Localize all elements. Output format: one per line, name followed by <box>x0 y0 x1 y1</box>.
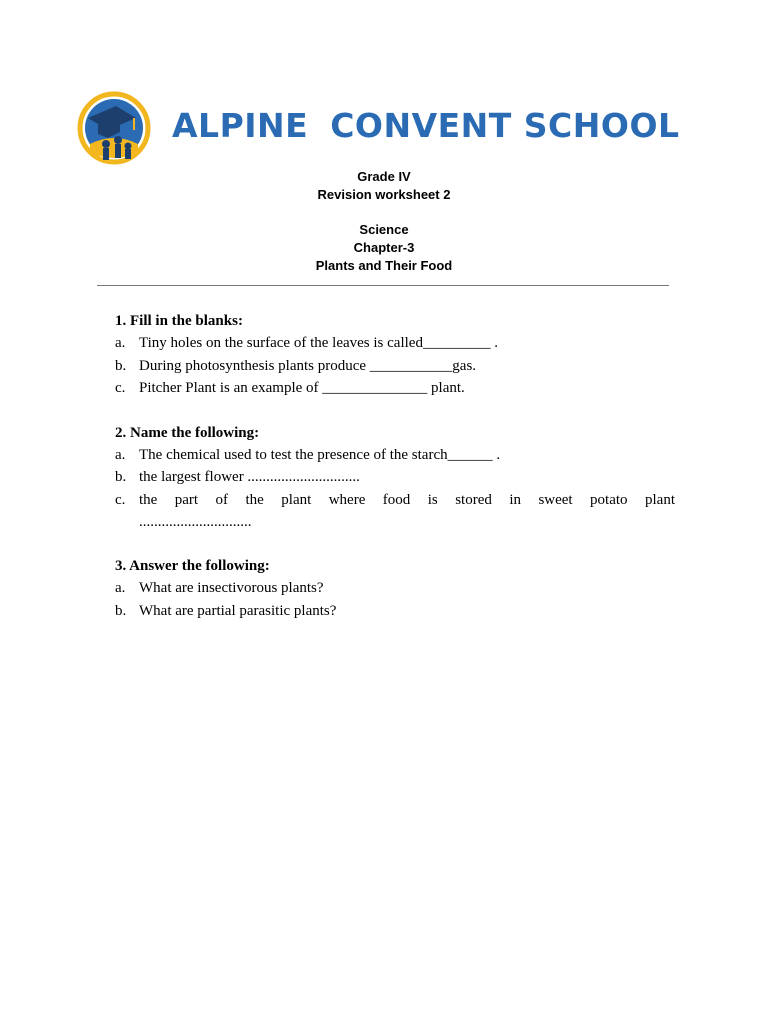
item-text: the largest flower .............................. <box>139 469 360 485</box>
subject-label: Science <box>359 222 409 237</box>
school-name-first: ALPINE <box>172 106 309 145</box>
item-text: What are insectivorous plants? <box>139 580 324 596</box>
question-item <box>115 466 675 489</box>
worksheet-label: Revision worksheet 2 <box>317 187 451 202</box>
item-label: a. <box>115 335 126 351</box>
item-label: c. <box>115 491 126 508</box>
section-title: 2. Name the following: <box>115 424 260 441</box>
item-text: What are partial parasitic plants? <box>139 602 337 619</box>
question-item <box>115 444 675 467</box>
question-item <box>115 600 675 623</box>
item-label: a. <box>115 446 126 463</box>
worksheet-heading <box>0 168 768 275</box>
question-item <box>115 377 675 400</box>
item-text: Pitcher Plant is an example of ______________ plant. <box>139 380 465 396</box>
item-label: b. <box>115 357 127 374</box>
item-label: b. <box>115 602 127 619</box>
item-label: a. <box>115 580 126 596</box>
divider <box>97 285 669 286</box>
section-title: 1. Fill in the blanks: <box>115 313 243 329</box>
answer-blank: .............................. <box>139 514 252 530</box>
item-text: The chemical used to test the presence of the starch______ . <box>139 446 501 463</box>
grade-label: Grade IV <box>357 169 411 184</box>
item-text: During photosynthesis plants produce ___________gas. <box>139 357 477 374</box>
chapter-label: Chapter-3 <box>353 240 415 255</box>
school-name-second: CONVENT SCHOOL <box>330 106 680 145</box>
question-item <box>115 577 675 600</box>
section-title: 3. Answer the following: <box>115 558 270 574</box>
worksheet-content <box>115 310 675 622</box>
item-text: Tiny holes on the surface of the leaves is called_________ . <box>139 335 498 351</box>
question-item <box>115 332 675 355</box>
school-header <box>76 88 680 168</box>
item-label: c. <box>115 380 126 396</box>
school-logo <box>76 88 152 168</box>
question-item <box>115 489 675 512</box>
question-item <box>115 355 675 378</box>
chapter-title: Plants and Their Food <box>315 258 453 273</box>
school-name <box>172 106 680 145</box>
item-text: the part of the plant where food is stored in sweet potato plant <box>139 491 675 508</box>
item-label: b. <box>115 469 127 485</box>
